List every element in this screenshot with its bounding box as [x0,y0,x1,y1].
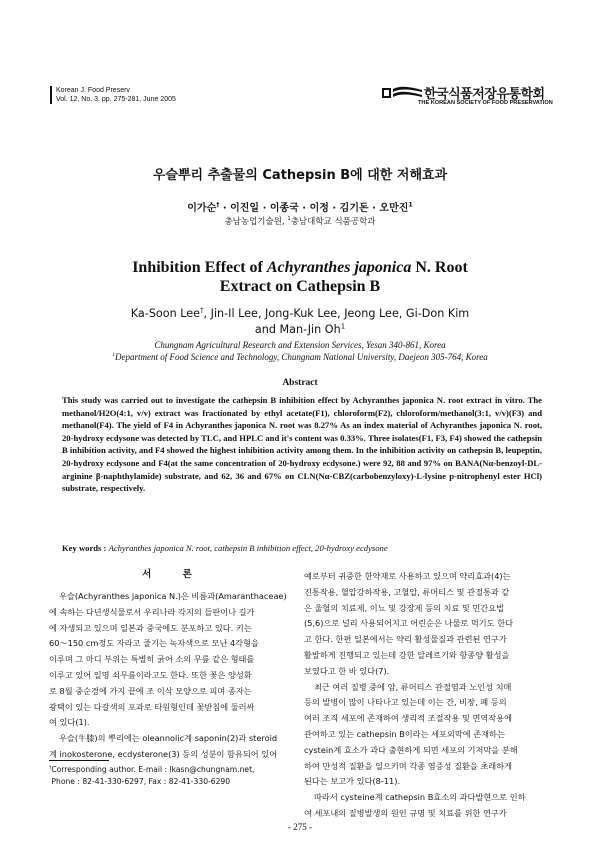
footnote-line-2: Phone : 82-41-330-6297, Fax : 82-41-330-6290 [51,777,231,786]
footnote-rule [49,760,109,761]
page-number: - 275 - [288,822,312,832]
corresponding-mark: † [200,306,204,315]
body-line: 활발하게 진행되고 있는데 강한 알레르기와 항종양 활성을 [304,649,510,660]
society-emblem-icon [382,86,422,100]
intro-column-left [49,561,299,763]
authors-korean [0,199,600,214]
body-line: 60～150 cm정도 자라고 줄기는 녹자색으로 모난 4각형을 [49,638,259,649]
affil-ko-first: 충남농업기술원, [224,217,285,227]
section-heading-intro: 서 론 [142,569,206,580]
keywords-label: Key words : [62,543,107,553]
body-line: 에 속하는 다년생식물로서 우리나라 각지의 들판이나 길가 [49,606,255,617]
authors-english [0,306,600,338]
body-line: 등의 발병이 많이 나타나고 있는데 이는 간, 비장, 폐 등의 [304,697,507,708]
body-line: 광택이 있는 다갈색의 포과로 타원형인데 꽃받침에 둘러싸 [49,701,255,712]
corresponding-mark: † [49,765,52,771]
journal-volume: Vol. 12, No. 3. pp. 275-281, June 2005 [56,96,176,103]
keywords-text: Achyranthes japonica N. root, cathepsin B inhibition effect, 20-hydroxy ecdysone [108,543,388,553]
body-line: 로 8월 중순경에 가지 끝에 조 이삭 모양으로 피며 종자는 [49,685,252,696]
journal-citation [50,86,176,104]
intro-column-right [304,569,554,822]
author-en-last: and Man-Jin Oh [254,323,341,336]
body-line: 우슬(牛膝)의 뿌리에는 oleannolic계 saponin(2)과 steroid [59,733,278,744]
title-en-post: N. Root [415,259,468,276]
affiliation-mark: 1 [340,322,346,331]
body-line: 여러 조직 세포에 존재하여 생리적 조절작용 및 면역작용에 [304,713,513,724]
body-line: cystein계 효소가 과다 출현하게 되면 세포의 기저막을 분해 [304,744,518,755]
body-line: 우슬(Achyranthes japonica N.)은 비름과(Amaranthaceae) [59,591,287,601]
author-ko-first: 이가순 [187,203,217,214]
body-line: 에 자생되고 있으며 일본과 중국에도 분포하고 있다. 키는 [49,622,252,633]
body-line: 관여하고 있는 cathepsin B이라는 세포외막에 존재하는 [304,728,505,739]
affiliation-mark: 1 [287,216,291,223]
affiliation-mark: 1 [112,352,115,358]
affiliation-en-2: Department of Food Science and Technology, Chungnam National University, Daejeon 305-764, Korea [115,352,488,362]
body-line: 계 inokosterone, ecdysterone(3) 등의 성분이 함유되어 있어 [49,748,278,759]
title-en-pre: Inhibition Effect of [132,259,263,276]
body-line: 진통작용, 혈압강하작용, 고혈압, 류머티스 및 관절통과 같 [304,586,510,597]
footnote-line-1: Corresponding author. E-mail : lkasn@chungnam.net, [51,765,255,774]
author-en-first: Ka-Soon Lee [130,307,201,320]
society-logo [382,83,554,109]
footnote [49,764,254,788]
body-line: 예로부터 귀중한 한약재로 사용하고 있으며 약리효과(4)는 [304,571,511,581]
title-korean: 우슬뿌리 추출물의 Cathepsin B에 대한 저해효과 [152,168,448,183]
title-english [0,258,600,296]
body-line: 하여 만성적 질환을 일으키며 각종 염증성 질환을 초래하게 [304,760,513,771]
body-line: 보였다고 한 바 있다(7). [304,665,390,676]
body-line: 이루며 그 마디 부위는 특별히 굵어 소의 무릎 같은 형태를 [49,654,255,665]
affiliation-en-1: Chungnam Agricultural Research and Extension Services, Yesan 340-861, Korea [154,340,446,350]
body-line: 여 세포내의 질병발생의 원인 규명 및 치료를 위한 연구가 [304,807,507,818]
abstract-body: This study was carried out to investigate the cathepsin B inhibition effect by Achyranthes japonica N. root extract in vitro. The methanol/H2O(4:1, v/v) extract was fractionated by ethyl acetate(F1), chloroform(F2), chloroform/methanol(3:1, v/v)(F3) and methanol(F4). The yield of F4 in Achyranthes japonica N. root was 8.27% As an index material of Achyranthes japonica N. root, 20-hydroxy ecdysone was detected by TLC, and HPLC and it's content was 0.33%. Three isolates(F1, F3, F4) showed the cathepsin B inhibition activity, and F4 showed the highest inhibition activity among them. In the inhibition activity on cathepsin B, leupeptin, 20-hydroxy ecdysone and F4(at the same concentration of 20-hydroxy ecdysone.) were 92, 88 and 97% on BANA(Nα-benzoyl-DL-arginine β-naphthylamide) substrate, and 62, 36 and 67% on CLN(Nα-CBZ(carbobenzyloxy)-L-lysine p-nitrophenyl ester HCl) substrate, respectively. [62,395,542,494]
affil-ko-second: 충남대학교 식품공학과 [290,217,376,227]
body-line: 고 한다. 한편 일본에서는 약리 활성물질과 관련된 연구가 [304,634,507,645]
title-en-species: Achyranthes japonica [266,259,412,276]
keywords [62,543,542,553]
authors-en-rest: , Jin-Il Lee, Jong-Kuk Lee, Jeong Lee, Gi-Don Kim [203,307,470,320]
society-name-ko: 한국식품저장유통학회 [424,87,545,102]
affiliation-mark: 1 [408,201,413,209]
affiliation-english [0,339,600,363]
affiliation-korean [0,215,600,227]
body-line: 은 울혈의 치료제, 이뇨 및 강장제 등의 치료 및 민간요법 [304,602,505,613]
society-name-en: THE KOREAN SOCIETY OF FOOD PRESERVATION [418,100,553,106]
authors-ko-rest: · 이진일 · 이종국 · 이정 · 김기돈 · 오만진 [222,203,409,214]
title-en-line2: Extract on Cathepsin B [219,278,381,295]
body-line: (5,6)으로 널리 사용되어지고 어린순은 나물로 먹기도 한다 [304,618,514,629]
body-line: 최근 여러 질병 중에 암, 류머티스 관절염과 노인성 치매 [314,681,512,692]
corresponding-mark: † [216,201,220,209]
journal-name: Korean J. Food Preserv [56,87,130,94]
body-line: 이루고 있어 일명 쇠무릎이라고도 한다. 또한 꽃은 양성화 [49,669,252,680]
body-line: 된다는 보고가 있다(8-11). [304,776,401,787]
abstract-heading: Abstract [282,378,318,388]
body-line: 따라서 cysteine계 cathepsin B효소의 과다발현으로 인하 [314,792,526,803]
body-line: 여 있다(1). [49,717,90,728]
